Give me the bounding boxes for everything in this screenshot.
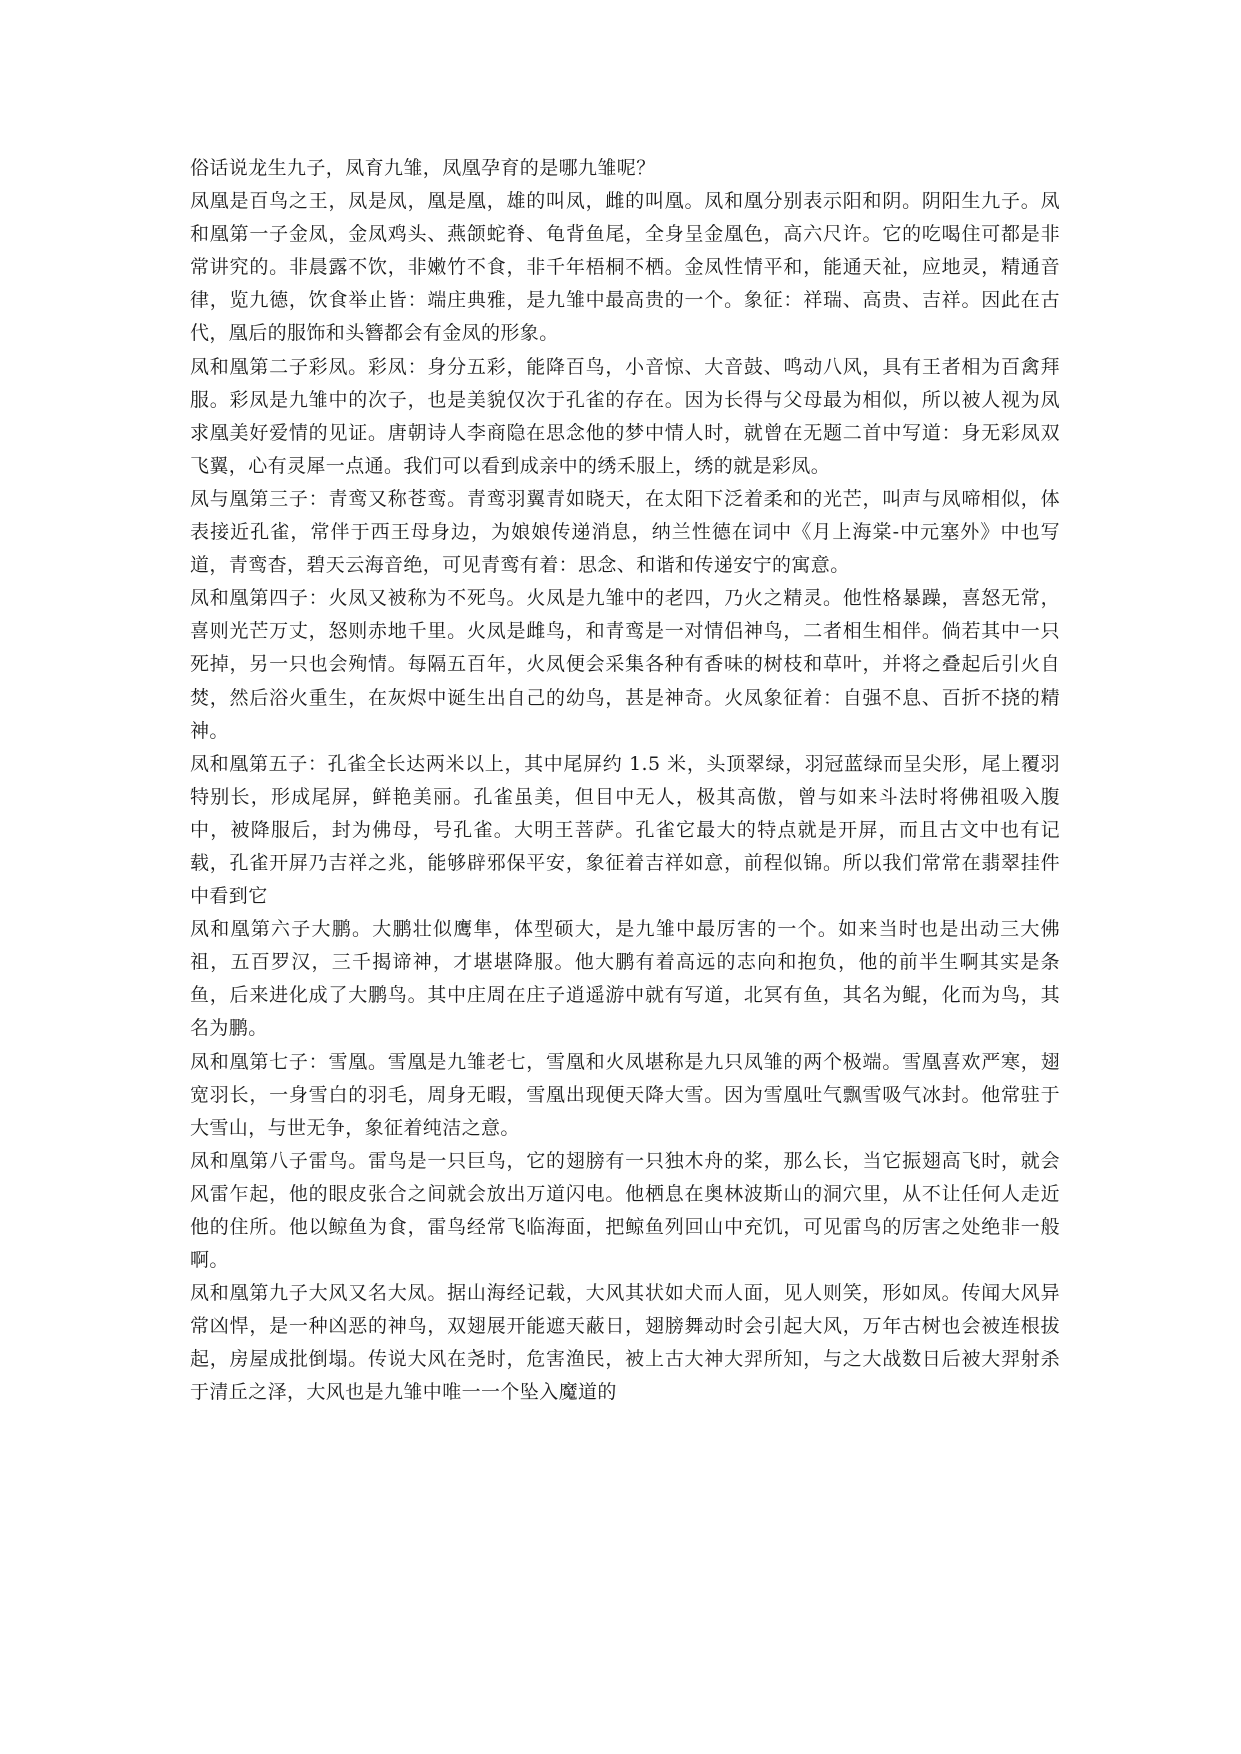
paragraph-first-son: 凤凰是百鸟之王，凤是凤，凰是凰，雄的叫凤，雌的叫凰。凤和凰分别表示阳和阴。阴阳生九子。凤和凰第一子金凤，金凤鸡头、燕颌蛇脊、龟背鱼尾，全身呈金凰色，高六尺许。它的吃喝住可都是非常讲究的。非晨露不饮，非嫩竹不食，非千年梧桐不栖。金凤性情平和，能通天祉，应地灵，精通音律，览九德，饮食举止皆：端庄典雅，是九雏中最高贵的一个。象征：祥瑞、高贵、吉祥。因此在古代，凰后的服饰和头簪都会有金凤的形象。 xyxy=(190,190,1060,345)
paragraph-seventh-son: 凤和凰第七子：雪凰。雪凰是九雏老七，雪凰和火凤堪称是九只凤雏的两个极端。雪凰喜欢严寒，翅宽羽长，一身雪白的羽毛，周身无暇，雪凰出现便天降大雪。因为雪凰吐气飘雪吸气冰封。他常驻于大雪山，与世无争，象征着纯洁之意。 xyxy=(190,1050,1060,1139)
paragraph-third-son: 凤与凰第三子：青鸾又称苍鸾。青鸾羽翼青如晓天，在太阳下泛着柔和的光芒，叫声与凤啼相似，体表接近孔雀，常伴于西王母身边，为娘娘传递消息，纳兰性德在词中《月上海棠-中元塞外》中也写道，青鸾杳，碧天云海音绝，可见青鸾有着：思念、和谐和传递安宁的寓意。 xyxy=(190,487,1060,577)
paragraph-intro: 俗话说龙生九子，凤育九雏，凤凰孕育的是哪九雏呢？ xyxy=(190,157,656,179)
paragraph-eighth-son: 凤和凰第八子雷鸟。雷鸟是一只巨鸟，它的翅膀有一只独木舟的桨，那么长，当它振翅高飞时，就会风雷乍起，他的眼皮张合之间就会放出万道闪电。他栖息在奥林波斯山的洞穴里，从不让任何人走近他的住所。他以鲸鱼为食，雷鸟经常飞临海面，把鲸鱼列回山中充饥，可见雷鸟的厉害之处绝非一般啊。 xyxy=(190,1149,1060,1272)
paragraph-ninth-son: 凤和凰第九子大风又名大凤。据山海经记载，大风其状如犬而人面，见人则笑，形如凤。传闻大风异常凶悍，是一种凶恶的神鸟，双翅展开能遮天蔽日，翅膀舞动时会引起大风，万年古树也会被连根拔起，房屋成批倒塌。传说大风在尧时，危害渔民，被上古大神大羿所知，与之大战数日后被大羿射杀于清丘之泽，大风也是九雏中唯一一个坠入魔道的 xyxy=(190,1282,1060,1404)
paragraph-sixth-son: 凤和凰第六子大鹏。大鹏壮似鹰隼，体型硕大，是九雏中最厉害的一个。如来当时也是出动三大佛祖，五百罗汉，三千揭谛神，才堪堪降服。他大鹏有着高远的志向和抱负，他的前半生啊其实是条鱼，后来进化成了大鹏鸟。其中庄周在庄子逍遥游中就有写道，北冥有鱼，其名为鲲，化而为鸟，其名为鹏。 xyxy=(190,918,1060,1040)
paragraph-fourth-son: 凤和凰第四子：火凤又被称为不死鸟。火凤是九雏中的老四，乃火之精灵。他性格暴躁，喜怒无常，喜则光芒万丈，怒则赤地千里。火凤是雌鸟，和青鸾是一对情侣神鸟，二者相生相伴。倘若其中一只死掉，另一只也会殉情。每隔五百年，火凤便会采集各种有香味的树枝和草叶，并将之叠起后引火自焚，然后浴火重生，在灰烬中诞生出自己的幼鸟，甚是神奇。火凤象征着：自强不息、百折不挠的精神。 xyxy=(190,587,1060,742)
document-body xyxy=(190,152,1060,1410)
paragraph-fifth-son: 凤和凰第五子：孔雀全长达两米以上，其中尾屏约 1.5 米，头顶翠绿，羽冠蓝绿而呈尖形，尾上覆羽特别长，形成尾屏，鲜艳美丽。孔雀虽美，但目中无人，极其高傲，曾与如来斗法时将佛祖吸入腹中，被降服后，封为佛母，号孔雀。大明王菩萨。孔雀它最大的特点就是开屏，而且古文中也有记载，孔雀开屏乃吉祥之兆，能够辟邪保平安，象征着吉祥如意，前程似锦。所以我们常常在翡翠挂件中看到它 xyxy=(190,752,1060,908)
paragraph-second-son: 凤和凰第二子彩凤。彩凤：身分五彩，能降百鸟，小音惊、大音鼓、鸣动八风，具有王者相为百禽拜服。彩凤是九雏中的次子，也是美貌仅次于孔雀的存在。因为长得与父母最为相似，所以被人视为凤求凰美好爱情的见证。唐朝诗人李商隐在思念他的梦中情人时，就曾在无题二首中写道：身无彩凤双飞翼，心有灵犀一点通。我们可以看到成亲中的绣禾服上，绣的就是彩凤。 xyxy=(190,355,1060,477)
